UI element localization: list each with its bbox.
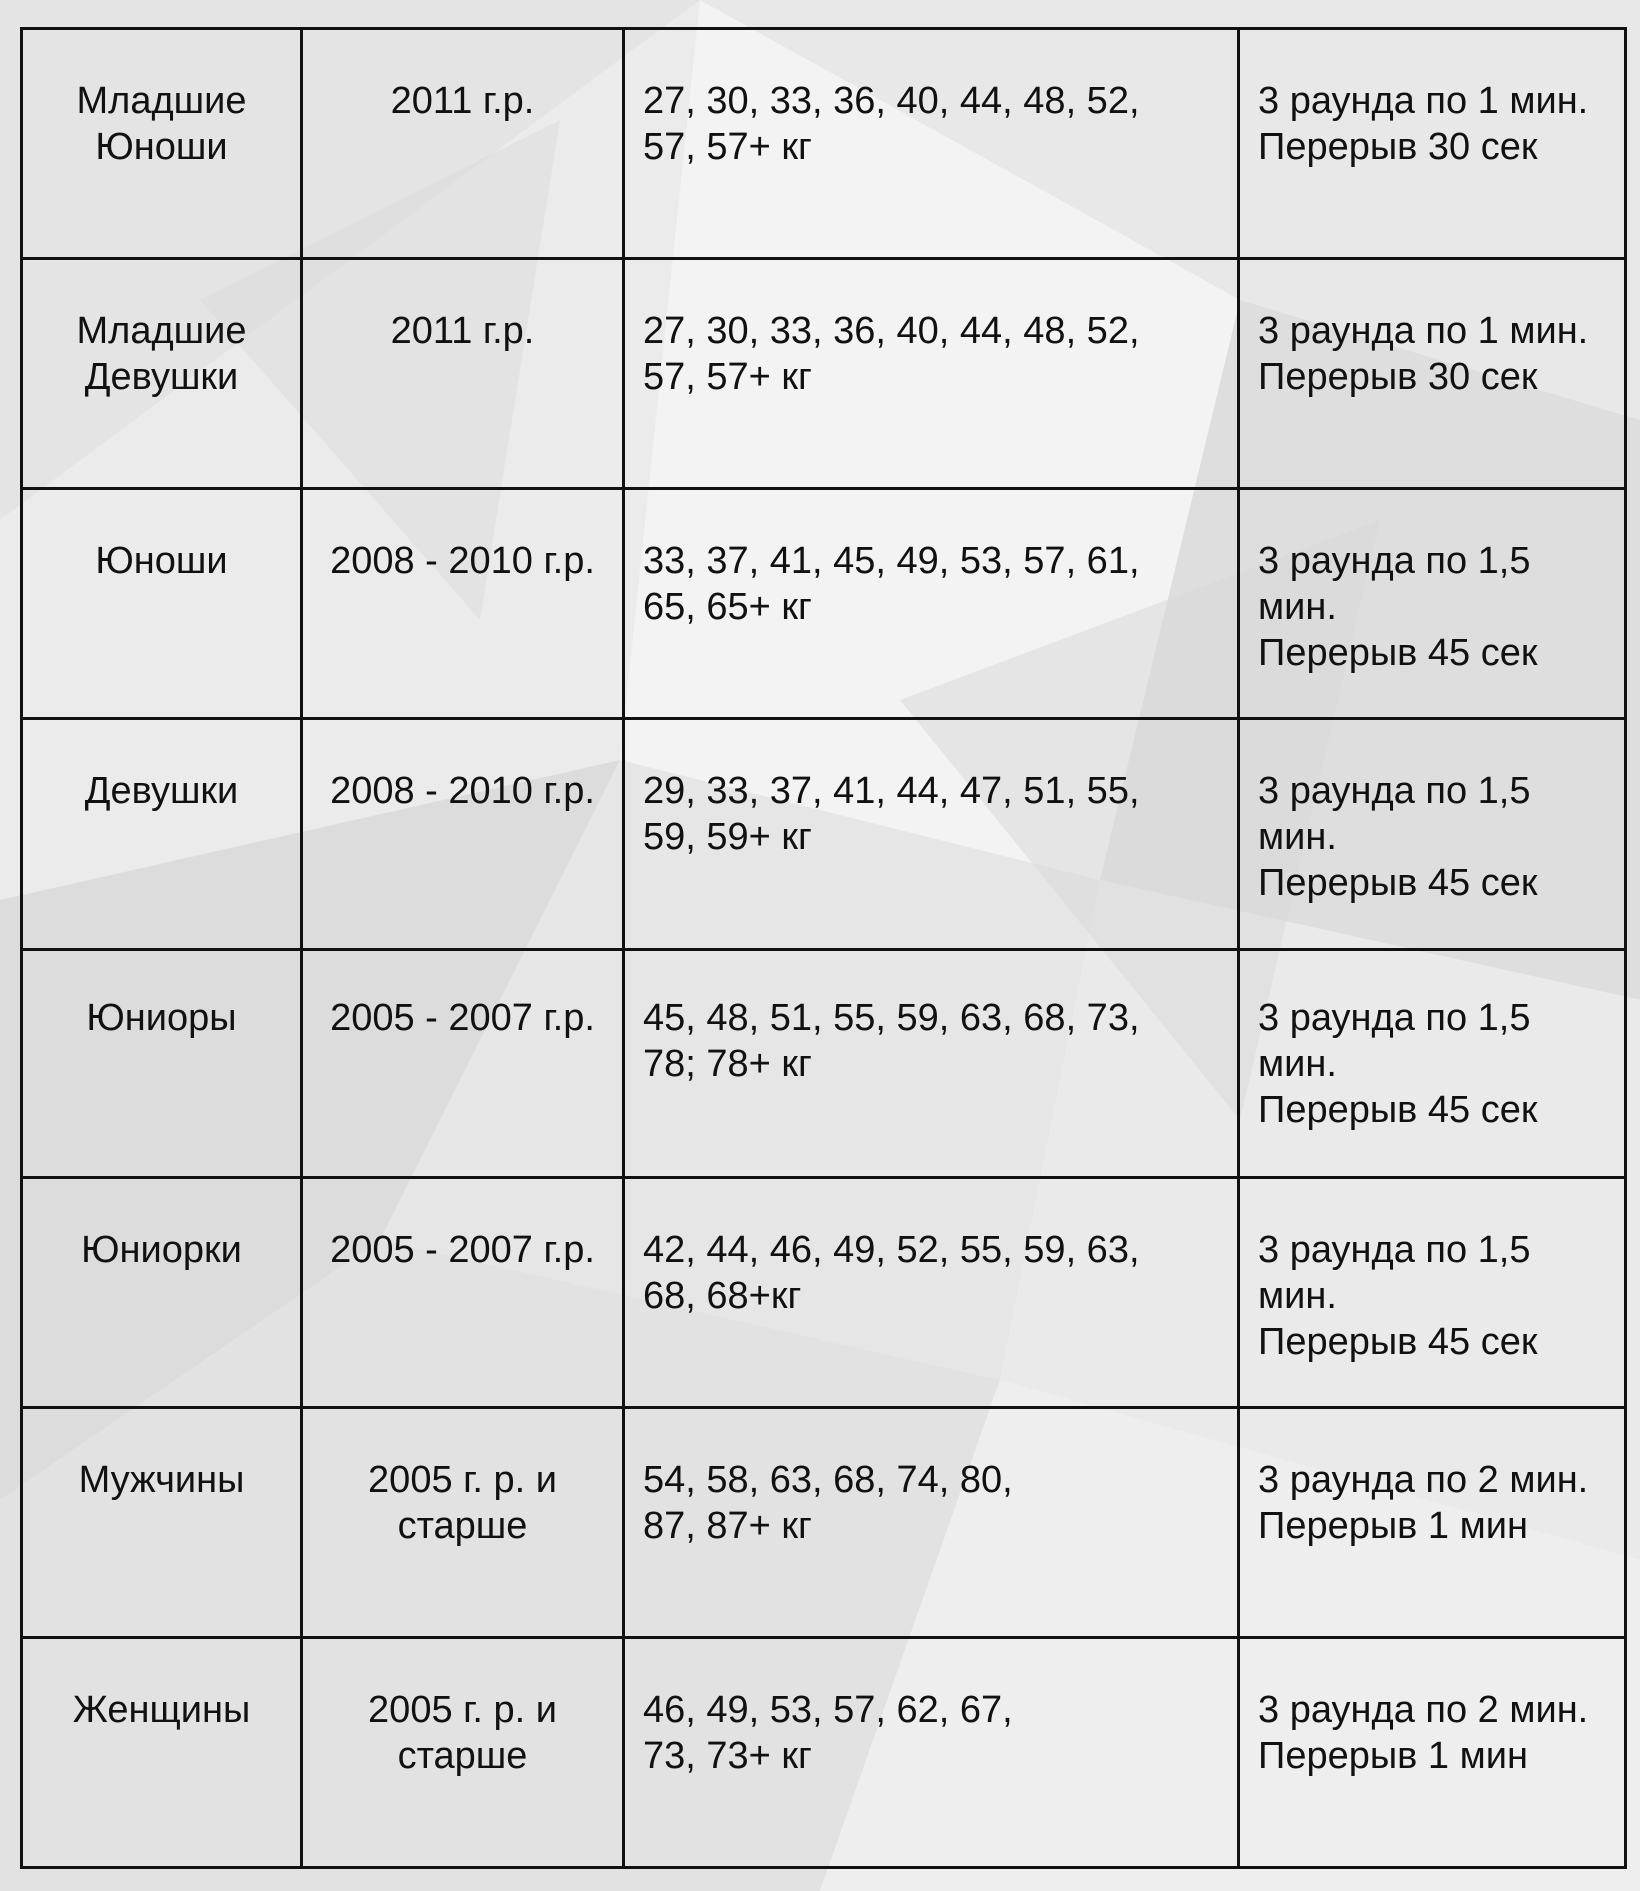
table-row bbox=[22, 1637, 1626, 1867]
table-row bbox=[22, 29, 1626, 259]
rounds-text: Перерыв 45 сек bbox=[1258, 862, 1538, 905]
category-text: Младшие bbox=[76, 80, 247, 122]
rounds-text: мин. bbox=[1258, 586, 1337, 629]
category-text: Юноши bbox=[95, 540, 228, 583]
category-text: Юниоры bbox=[86, 996, 237, 1039]
category-text: Девушки bbox=[84, 356, 239, 399]
rounds-text: мин. bbox=[1258, 1274, 1337, 1317]
rounds-text: Перерыв 45 сек bbox=[1258, 632, 1538, 675]
category-text: Девушки bbox=[84, 770, 239, 813]
rounds-text: Перерыв 45 сек bbox=[1258, 1320, 1538, 1363]
category-text: Мужчины bbox=[78, 1458, 245, 1501]
weights-cell bbox=[624, 259, 1239, 489]
category-text: Юниорки bbox=[81, 1228, 242, 1271]
birth-year-cell bbox=[302, 719, 624, 949]
weights-text: 27, 30, 33, 36, 40, 44, 48, 52, bbox=[643, 310, 1140, 353]
table-row bbox=[22, 1407, 1626, 1637]
weights-cell bbox=[624, 1637, 1239, 1867]
table-row bbox=[22, 489, 1626, 719]
weights-cell bbox=[624, 1177, 1239, 1407]
category-text: Юноши bbox=[95, 126, 228, 168]
rounds-text: Перерыв 30 сек bbox=[1258, 356, 1538, 399]
category-cell bbox=[22, 949, 302, 1177]
weights-text: 54, 58, 63, 68, 74, 80, bbox=[643, 1458, 1013, 1501]
birth-year-text: старше bbox=[397, 1734, 528, 1777]
rounds-cell bbox=[1239, 719, 1626, 949]
birth-year-cell bbox=[302, 489, 624, 719]
rounds-text: 3 раунда по 1,5 bbox=[1258, 996, 1531, 1039]
weights-text: 45, 48, 51, 55, 59, 63, 68, 73, bbox=[643, 996, 1140, 1039]
birth-year-cell bbox=[302, 1407, 624, 1637]
rounds-cell bbox=[1239, 259, 1626, 489]
rounds-text: Перерыв 1 мин bbox=[1258, 1504, 1528, 1547]
weights-text: 65, 65+ кг bbox=[643, 586, 812, 629]
birth-year-text: старше bbox=[397, 1504, 528, 1547]
birth-year-cell bbox=[302, 259, 624, 489]
weights-text: 59, 59+ кг bbox=[643, 816, 812, 859]
category-text: Младшие bbox=[76, 310, 247, 353]
rounds-text: Перерыв 1 мин bbox=[1258, 1734, 1528, 1777]
weights-text: 73, 73+ кг bbox=[643, 1734, 812, 1777]
table-row bbox=[22, 719, 1626, 949]
weights-cell bbox=[624, 1407, 1239, 1637]
rounds-cell bbox=[1239, 489, 1626, 719]
table-row bbox=[22, 259, 1626, 489]
category-cell bbox=[22, 1177, 302, 1407]
rounds-text: Перерыв 45 сек bbox=[1258, 1088, 1538, 1131]
rounds-text: 3 раунда по 1,5 bbox=[1258, 770, 1531, 813]
weights-text: 78; 78+ кг bbox=[643, 1042, 812, 1085]
category-text: Женщины bbox=[72, 1688, 251, 1731]
birth-year-text: 2005 г. р. и bbox=[368, 1688, 557, 1731]
birth-year-cell bbox=[302, 949, 624, 1177]
weights-cell bbox=[624, 719, 1239, 949]
birth-year-text: 2011 г.р. bbox=[390, 310, 535, 353]
rounds-cell bbox=[1239, 29, 1626, 259]
rounds-text: мин. bbox=[1258, 816, 1337, 859]
table-row bbox=[22, 1177, 1626, 1407]
birth-year-text: 2008 - 2010 г.р. bbox=[330, 540, 595, 583]
birth-year-text: 2005 г. р. и bbox=[368, 1458, 557, 1501]
birth-year-text: 2005 - 2007 г.р. bbox=[330, 996, 595, 1039]
rounds-text: 3 раунда по 1,5 bbox=[1258, 540, 1531, 583]
weights-text: 42, 44, 46, 49, 52, 55, 59, 63, bbox=[643, 1228, 1140, 1271]
weights-text: 57, 57+ кг bbox=[643, 126, 812, 168]
category-cell bbox=[22, 259, 302, 489]
weights-text: 46, 49, 53, 57, 62, 67, bbox=[643, 1688, 1013, 1731]
category-cell bbox=[22, 1407, 302, 1637]
category-cell bbox=[22, 29, 302, 259]
category-cell bbox=[22, 1637, 302, 1867]
weights-text: 27, 30, 33, 36, 40, 44, 48, 52, bbox=[643, 80, 1140, 122]
weights-cell bbox=[624, 949, 1239, 1177]
weights-text: 57, 57+ кг bbox=[643, 356, 812, 399]
category-cell bbox=[22, 719, 302, 949]
rounds-cell bbox=[1239, 1637, 1626, 1867]
weight-categories-table bbox=[20, 27, 1627, 1869]
weights-cell bbox=[624, 29, 1239, 259]
birth-year-text: 2011 г.р. bbox=[390, 80, 535, 122]
weights-text: 68, 68+кг bbox=[643, 1274, 802, 1317]
rounds-text: 3 раунда по 2 мин. bbox=[1258, 1458, 1589, 1501]
birth-year-cell bbox=[302, 1637, 624, 1867]
rounds-cell bbox=[1239, 1177, 1626, 1407]
rounds-cell bbox=[1239, 1407, 1626, 1637]
rounds-cell bbox=[1239, 949, 1626, 1177]
weights-text: 87, 87+ кг bbox=[643, 1504, 812, 1547]
birth-year-cell bbox=[302, 29, 624, 259]
table-body bbox=[22, 29, 1626, 1868]
table-row bbox=[22, 949, 1626, 1177]
birth-year-text: 2005 - 2007 г.р. bbox=[330, 1228, 595, 1271]
rounds-text: 3 раунда по 1 мин. bbox=[1258, 310, 1589, 353]
rounds-text: Перерыв 30 сек bbox=[1258, 126, 1538, 168]
weights-text: 33, 37, 41, 45, 49, 53, 57, 61, bbox=[643, 540, 1140, 583]
rounds-text: 3 раунда по 2 мин. bbox=[1258, 1688, 1589, 1731]
birth-year-cell bbox=[302, 1177, 624, 1407]
rounds-text: мин. bbox=[1258, 1042, 1337, 1085]
weights-cell bbox=[624, 489, 1239, 719]
rounds-text: 3 раунда по 1 мин. bbox=[1258, 80, 1589, 122]
birth-year-text: 2008 - 2010 г.р. bbox=[330, 770, 595, 813]
weights-text: 29, 33, 37, 41, 44, 47, 51, 55, bbox=[643, 770, 1140, 813]
rounds-text: 3 раунда по 1,5 bbox=[1258, 1228, 1531, 1271]
category-cell bbox=[22, 489, 302, 719]
